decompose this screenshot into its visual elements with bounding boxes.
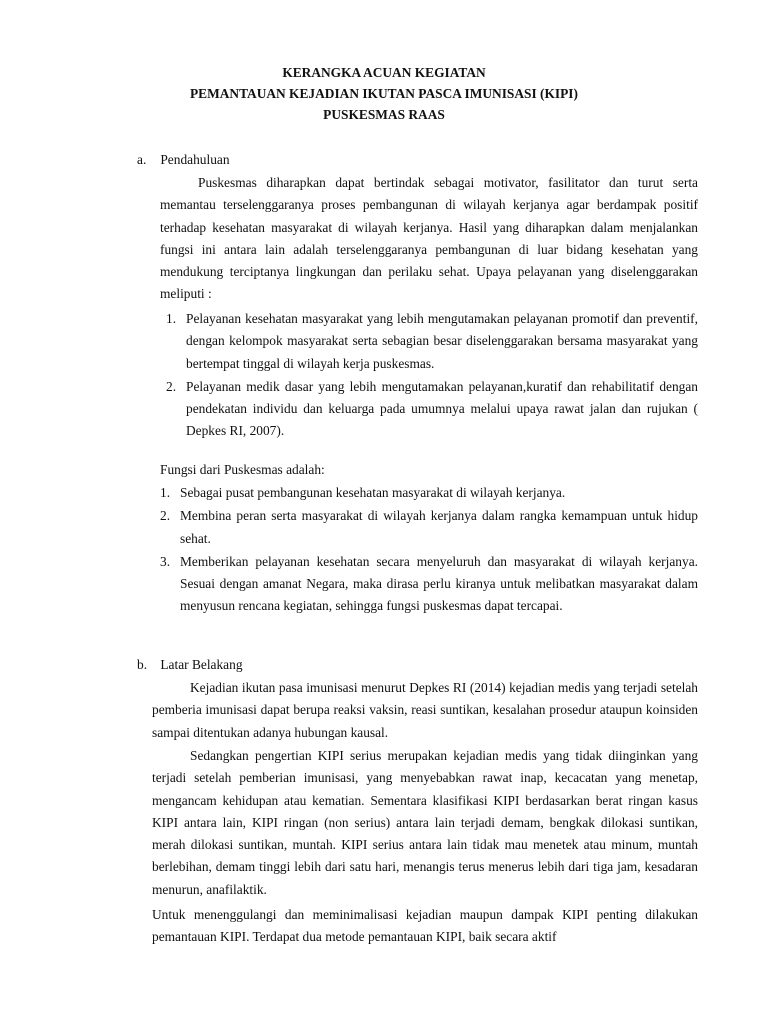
functions-list xyxy=(160,482,698,619)
document-title xyxy=(0,62,768,125)
title-line-3: PUSKESMAS RAAS xyxy=(323,107,445,122)
list-text: Sebagai pusat pembangunan kesehatan masyarakat di wilayah kerjanya. xyxy=(180,485,566,500)
section-a-heading xyxy=(137,150,230,170)
list-number: 2. xyxy=(160,508,171,524)
list-number: 1. xyxy=(166,311,177,326)
list-number: 1. xyxy=(160,485,171,500)
list-text: Pelayanan medik dasar yang lebih mengutamakan pelayanan,kuratif dan rehabilitatif dengan pendekatan individu dan keluarga pada umumnya melalui upaya rawat jalan dan rujukan ( Depkes RI, 2007). xyxy=(186,378,698,439)
list-item xyxy=(160,482,698,504)
list-item xyxy=(166,376,698,443)
list-text: Membina peran serta masyarakat di wilayah kerjanya dalam rangka kemampuan untuk hidup sehat. xyxy=(180,508,698,546)
section-a-intro: Puskesmas diharapkan dapat bertindak sebagai motivator, fasilitator dan turut serta memantau terselenggaranya proses pembangunan di wilayah kerjanya agar berdampak positif terhadap kesehatan masyarakat di wilayah kerjanya. Hasil yang diharapkan dalam menjalankan fungsi ini antara lain adalah terselenggaranya pembangunan di luar bidang kesehatan yang mendukung terciptanya lingkungan dan perilaku sehat. Upaya pelayanan yang diselenggarakan meliputi : xyxy=(160,175,698,302)
section-b-heading xyxy=(137,655,243,675)
list-item xyxy=(160,551,698,618)
section-b-paragraph-1: Kejadian ikutan pasa imunisasi menurut Depkes RI (2014) kejadian medis yang terjadi setelah pemberia imunisasi dapat berupa reaksi vaksin, reasi suntikan, kesalahan prosedur ataupun koinsiden sampai ditentukan adanya hubungan kausal. xyxy=(152,680,698,740)
list-number: 3. xyxy=(160,553,171,569)
functions-title: Fungsi dari Puskesmas adalah: xyxy=(160,462,325,477)
section-b-letter: b. xyxy=(137,657,148,672)
section-b-paragraph-2: Sedangkan pengertian KIPI serius merupakan kejadian medis yang tidak diinginkan yang terjadi setelah pemberian imunisasi, yang menyebabkan rawat inap, kecacatan yang menetap, mengancam kehidupan atau kematian. Sementara klasifikasi KIPI berdasarkan berat ringan kasus KIPI antara lain, KIPI ringan (non serius) antara lain terjadi demam, bengkak dilokasi suntikan, merah dilokasi suntikan, muntah. KIPI serius antara lain tidak mau menetek atau minum, muntah berlebihan, demam tinggi lebih dari satu hari, menangis terus menerus lebih dari tiga jam, kesadaran menurun, anafilaktik. xyxy=(152,748,698,897)
section-b-title: Latar Belakang xyxy=(160,657,243,672)
title-line-2: PEMANTAUAN KEJADIAN IKUTAN PASCA IMUNISASI (KIPI) xyxy=(190,86,578,101)
section-a-title: Pendahuluan xyxy=(160,152,230,167)
list-item xyxy=(160,505,698,550)
section-a-letter: a. xyxy=(137,152,147,167)
list-item xyxy=(166,308,698,375)
list-text: Pelayanan kesehatan masyarakat yang lebih mengutamakan pelayanan promotif dan preventif, dengan kelompok masyarakat serta sebagian besar diselenggarakan bersama masyarakat yang bertempat tinggal di wilayah kerja puskesmas. xyxy=(186,311,698,371)
list-text: Memberikan pelayanan kesehatan secara menyeluruh dan masyarakat di wilayah kerjanya. Sesuai dengan amanat Negara, maka dirasa perlu kiranya untuk melibatkan masyarakat dalam menyusun rencana kegiatan, sehingga fungsi puskesmas dapat tercapai. xyxy=(180,553,698,614)
services-list xyxy=(166,308,698,444)
section-b-paragraph-3: Untuk menenggulangi dan meminimalisasi kejadian maupun dampak KIPI penting dilakukan pemantauan KIPI. Terdapat dua metode pemantauan KIPI, baik secara aktif xyxy=(152,907,698,945)
list-number: 2. xyxy=(166,378,177,394)
title-line-1: KERANGKA ACUAN KEGIATAN xyxy=(282,65,486,80)
